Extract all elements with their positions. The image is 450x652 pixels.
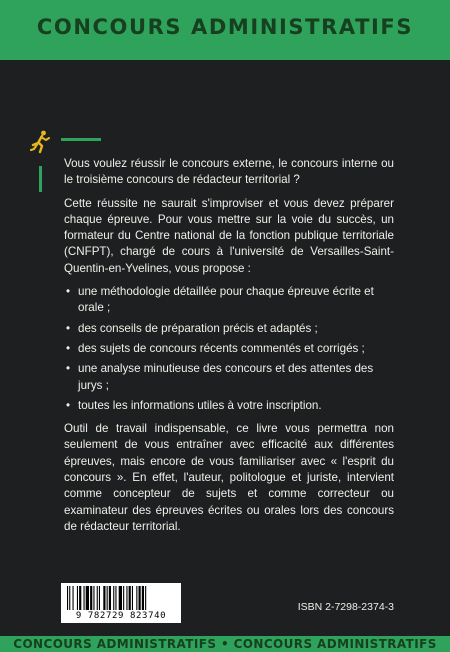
barcode-bar (115, 586, 116, 610)
barcode-bar (119, 586, 122, 610)
barcode-bar (107, 586, 108, 610)
barcode-bar (129, 586, 131, 610)
barcode-bar (139, 586, 141, 610)
conclusion-paragraph: Outil de travail indispensable, ce livre vous permettra non seulement de vous entraîner avec efficacité aux différentes épreuves, mais encore de vous familiariser avec « l'esprit du concours ». En effet, l'auteur, politologue et juriste, intervient comme concepteur de sujets et comme correcteur ou examinateur des épreuves écrites ou orales lors des concours de rédacteur territorial. (64, 422, 394, 533)
accent-vertical-bar (39, 166, 42, 192)
list-item: • des conseils de préparation précis et adaptés ; (64, 321, 394, 337)
barcode-bar (136, 586, 137, 610)
barcode-bar (93, 586, 94, 610)
description-paragraph: Cette réussite ne saurait s'improviser et vous devez préparer chaque épreuve. Pour vous mettre sur la voie du succès, un formateur du Centre national de la fonction publique territoriale (CNFPT), chargé de cours à l'université de Versailles-Saint-Quentin-en-Yvelines, vous propose : (64, 196, 394, 275)
barcode-bar (97, 586, 98, 610)
barcode-bar (145, 586, 146, 610)
barcode-bar (69, 586, 70, 610)
offer-list (64, 284, 394, 414)
barcode-bar (77, 586, 78, 610)
barcode-bar (73, 586, 74, 610)
barcode-bar (99, 586, 100, 610)
barcode-bar (103, 586, 105, 610)
series-title: CONCOURS ADMINISTRATIFS (36, 15, 414, 39)
isbn-number: ISBN 2-7298-2374-3 (297, 601, 394, 613)
barcode (61, 583, 181, 623)
barcode-bar (113, 586, 114, 610)
runner-icon (30, 130, 50, 154)
barcode-digits: 9 782729 823740 (75, 611, 167, 621)
list-item: • une méthodologie détaillée pour chaque épreuve écrite et orale ; (64, 284, 394, 317)
barcode-bars (67, 586, 175, 610)
barcode-bar (132, 586, 133, 610)
barcode-bar (123, 586, 124, 610)
header-band (0, 0, 450, 60)
barcode-bar (84, 586, 85, 610)
barcode-bar (86, 586, 89, 610)
list-item: • toutes les informations utiles à votre inscription. (64, 398, 394, 414)
footer-band (0, 636, 450, 652)
barcode-bar (79, 586, 81, 610)
barcode-bar (109, 586, 111, 610)
series-footer: CONCOURS ADMINISTRATIFS • CONCOURS ADMINISTRATIFS (13, 637, 437, 651)
list-item: • une analyse minutieuse des concours et des attentes des jurys ; (64, 361, 394, 394)
barcode-bar (67, 586, 68, 610)
blurb (64, 156, 394, 542)
accent-horizontal-bar (61, 138, 101, 141)
barcode-bar (126, 586, 127, 610)
barcode-bar (90, 586, 92, 610)
intro-paragraph: Vous voulez réussir le concours externe, le concours interne ou le troisième concours de rédacteur territorial ? (64, 157, 394, 187)
barcode-bar (142, 586, 144, 610)
list-item: • des sujets de concours récents commentés et corrigés ; (64, 341, 394, 357)
